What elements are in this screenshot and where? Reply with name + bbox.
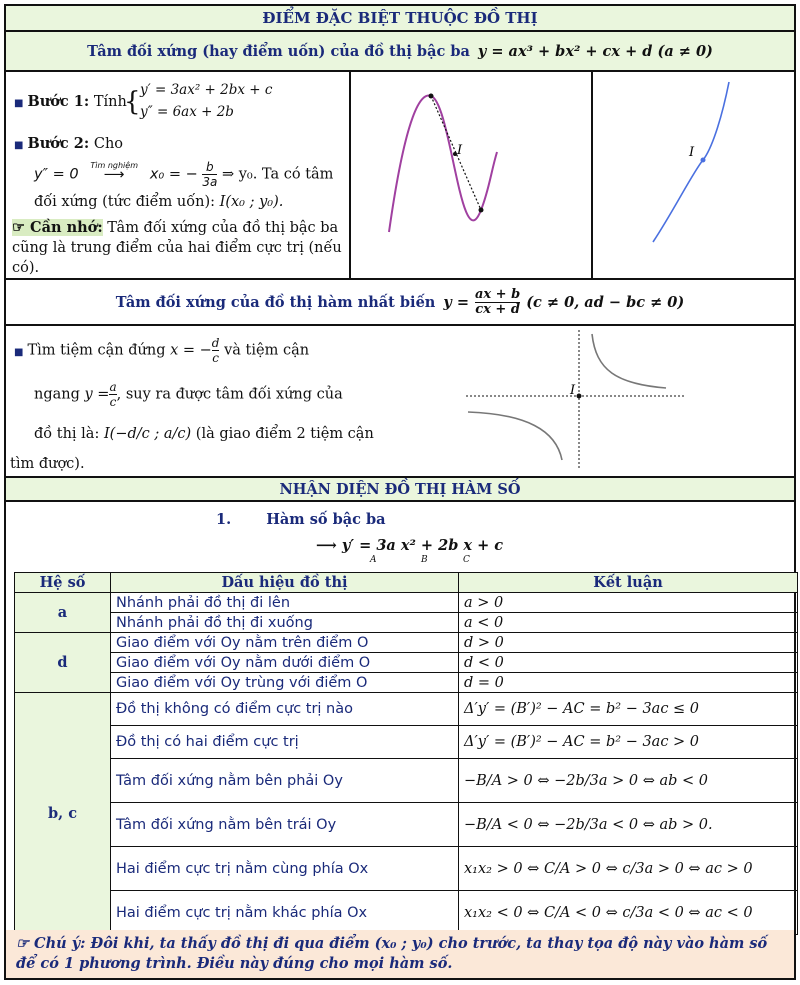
under-label-b: B bbox=[421, 555, 428, 565]
step2-result: x₀ = − bbox=[149, 166, 198, 183]
footer-note: ☞ Chú ý: Đôi khi, ta thấy đồ thị đi qua điểm (x₀ ; y₀) cho trước, ta thay tọa độ này vào hàm số để có 1 phương trình. Điều này đúng cho mọi hàm số. bbox=[6, 930, 794, 978]
under-label-c: C bbox=[463, 555, 470, 565]
step1-label: Bước 1: bbox=[27, 93, 90, 110]
document-page bbox=[4, 4, 796, 980]
table-row bbox=[15, 593, 798, 613]
brace: { bbox=[124, 87, 141, 117]
column-header: Kết luận bbox=[459, 573, 798, 593]
arrow: Tìm nghiệm ⟶ bbox=[83, 165, 145, 185]
step2-eq: y″ = 0 bbox=[34, 166, 79, 183]
frac-num: a bbox=[109, 380, 117, 394]
step2-line3-text: đối xứng (tức điểm uốn): bbox=[34, 194, 215, 210]
sign-cell: Tâm đối xứng nằm bên trái Oy bbox=[111, 803, 459, 847]
conclusion-cell: d < 0 bbox=[459, 653, 798, 673]
point-label: I bbox=[689, 145, 695, 160]
rational-heading bbox=[6, 280, 794, 326]
frac-num: b bbox=[202, 160, 217, 175]
asymptote-line-1 bbox=[14, 336, 309, 365]
sign-cell: Giao điểm với Oy trùng với điểm O bbox=[111, 673, 459, 693]
asymptote-line-3 bbox=[34, 424, 374, 444]
inflection-point bbox=[701, 158, 706, 163]
frac-num: ax + b bbox=[474, 286, 521, 302]
table-row bbox=[15, 613, 798, 633]
asymptote-line-4: tìm được). bbox=[10, 456, 85, 472]
fraction bbox=[109, 380, 116, 409]
rational-heading-y: y = bbox=[443, 293, 469, 311]
conclusion-cell: −B/A > 0 ⇔ −2b/3a > 0 ⇔ ab < 0 bbox=[459, 759, 798, 803]
arrow-label: Tìm nghiệm bbox=[90, 160, 138, 170]
line1-math: x = − bbox=[170, 342, 212, 359]
step2-point: I(x₀ ; y₀). bbox=[219, 194, 284, 210]
conclusion-cell: x₁x₂ > 0 ⇔ C/A > 0 ⇔ c/3a > 0 ⇔ ac > 0 bbox=[459, 847, 798, 891]
sign-cell: Tâm đối xứng nằm bên phải Oy bbox=[111, 759, 459, 803]
fraction bbox=[212, 336, 220, 365]
coef-cell: d bbox=[15, 633, 111, 693]
step1-eq1: y′ = 3ax² + 2bx + c bbox=[140, 82, 273, 98]
sign-cell: Đồ thị không có điểm cực trị nào bbox=[111, 693, 459, 726]
conclusion-cell: a < 0 bbox=[459, 613, 798, 633]
table-row bbox=[15, 847, 798, 891]
step2-label: Bước 2: bbox=[27, 135, 90, 152]
step2-text: Cho bbox=[93, 136, 124, 152]
step2-line bbox=[14, 134, 123, 156]
table-row bbox=[15, 673, 798, 693]
line1-post: và tiệm cận bbox=[224, 342, 310, 359]
table-header-row bbox=[15, 573, 798, 593]
coef-cell: b, c bbox=[15, 693, 111, 935]
subsection-title bbox=[216, 510, 386, 530]
rational-heading-text: Tâm đối xứng của đồ thị hàm nhất biến bbox=[115, 293, 436, 311]
under-label-a: A bbox=[370, 555, 377, 565]
bullet-icon: ■ bbox=[14, 98, 24, 109]
table-row bbox=[15, 633, 798, 653]
identification-table bbox=[14, 572, 798, 935]
sign-cell: Hai điểm cực trị nằm cùng phía Ox bbox=[111, 847, 459, 891]
cubic-graph-1 bbox=[351, 72, 591, 278]
table-row bbox=[15, 891, 798, 935]
page-title bbox=[6, 6, 794, 32]
sub-number: 1. bbox=[216, 511, 232, 528]
frac-num: d bbox=[211, 336, 220, 350]
rational-fraction bbox=[475, 288, 520, 317]
conclusion-cell: x₁x₂ < 0 ⇔ C/A < 0 ⇔ c/3a < 0 ⇔ ac < 0 bbox=[459, 891, 798, 935]
note bbox=[12, 218, 348, 278]
step1-line bbox=[14, 92, 127, 114]
sign-cell: Nhánh phải đồ thị đi xuống bbox=[111, 613, 459, 633]
min-point bbox=[479, 208, 484, 213]
center-point bbox=[577, 394, 582, 399]
line2-post: , suy ra được tâm đối xứng của bbox=[116, 386, 343, 403]
rational-section bbox=[6, 326, 794, 478]
line3-math: I(−d/c ; a/c) bbox=[103, 426, 192, 442]
conclusion-cell: Δ′y′ = (B′)² − AC = b² − 3ac ≤ 0 bbox=[459, 693, 798, 726]
line1-pre: Tìm tiệm cận đứng bbox=[27, 342, 166, 359]
conclusion-cell: d = 0 bbox=[459, 673, 798, 693]
increasing-cubic-curve bbox=[653, 82, 729, 242]
max-point bbox=[429, 94, 434, 99]
sign-cell: Giao điểm với Oy nằm dưới điểm O bbox=[111, 653, 459, 673]
sign-cell: Giao điểm với Oy nằm trên điểm O bbox=[111, 633, 459, 653]
note-text: Tâm đối xứng của đồ thị bậc ba cũng là trung điểm của hai điểm cực trị (nếu có). bbox=[12, 220, 342, 276]
line3-pre: đồ thị là: bbox=[34, 426, 100, 442]
frac-den: c bbox=[109, 395, 117, 409]
page-title-text: ĐIỂM ĐẶC BIỆT THUỘC ĐỒ THỊ bbox=[262, 9, 538, 27]
step2-eq-line bbox=[34, 160, 333, 189]
column-header: Dấu hiệu đồ thị bbox=[111, 573, 459, 593]
column-header: Hệ số bbox=[15, 573, 111, 593]
table-row bbox=[15, 653, 798, 673]
hyperbola-branch-upper bbox=[592, 334, 666, 388]
step2-tail: ⇒ y₀. Ta có tâm bbox=[221, 166, 334, 183]
hyperbola-branch-lower bbox=[468, 412, 562, 460]
line2-math: y = bbox=[84, 386, 110, 403]
point-label: I bbox=[570, 383, 576, 398]
line3-post: (là giao điểm 2 tiệm cận bbox=[195, 426, 374, 442]
note-label: ☞ Cần nhớ: bbox=[12, 219, 103, 236]
line2-pre: ngang bbox=[34, 386, 80, 403]
bullet-icon: ■ bbox=[14, 346, 24, 358]
sub-title: Hàm số bậc ba bbox=[266, 511, 386, 528]
step1-text: Tính bbox=[93, 94, 127, 110]
cubic-section bbox=[6, 72, 794, 280]
cubic-heading-text: Tâm đối xứng (hay điểm uốn) của đồ thị bậc ba bbox=[87, 42, 470, 60]
sign-cell: Đồ thị có hai điểm cực trị bbox=[111, 726, 459, 759]
table-row bbox=[15, 759, 798, 803]
table-row bbox=[15, 803, 798, 847]
step2-line3 bbox=[34, 192, 283, 212]
cubic-graph-2 bbox=[593, 72, 796, 278]
conclusion-cell: a > 0 bbox=[459, 593, 798, 613]
derivative-formula: ⟶ y′ = 3a x² + 2b x + c bbox=[316, 537, 504, 554]
hyperbola-graph bbox=[466, 330, 686, 470]
bullet-icon: ■ bbox=[14, 140, 24, 151]
sign-cell: Nhánh phải đồ thị đi lên bbox=[111, 593, 459, 613]
cubic-heading bbox=[6, 32, 794, 72]
frac-den: c bbox=[212, 351, 219, 365]
rational-condition: (c ≠ 0, ad − bc ≠ 0) bbox=[526, 293, 685, 311]
conclusion-cell: −B/A < 0 ⇔ −2b/3a < 0 ⇔ ab > 0. bbox=[459, 803, 798, 847]
identify-heading bbox=[6, 478, 794, 502]
point-label: I bbox=[457, 143, 463, 158]
sign-cell: Hai điểm cực trị nằm khác phía Ox bbox=[111, 891, 459, 935]
table-row bbox=[15, 693, 798, 726]
frac-den: 3a bbox=[202, 175, 218, 189]
table-row bbox=[15, 726, 798, 759]
asymptote-line-2 bbox=[34, 380, 343, 409]
cubic-heading-formula: y = ax³ + bx² + cx + d (a ≠ 0) bbox=[477, 42, 713, 60]
conclusion-cell: d > 0 bbox=[459, 633, 798, 653]
frac-den: cx + d bbox=[475, 301, 520, 317]
identify-heading-text: NHẬN DIỆN ĐỒ THỊ HÀM SỐ bbox=[279, 480, 521, 498]
conclusion-cell: Δ′y′ = (B′)² − AC = b² − 3ac > 0 bbox=[459, 726, 798, 759]
fraction bbox=[202, 160, 217, 189]
step1-eq2: y″ = 6ax + 2b bbox=[140, 104, 234, 120]
coef-cell: a bbox=[15, 593, 111, 633]
